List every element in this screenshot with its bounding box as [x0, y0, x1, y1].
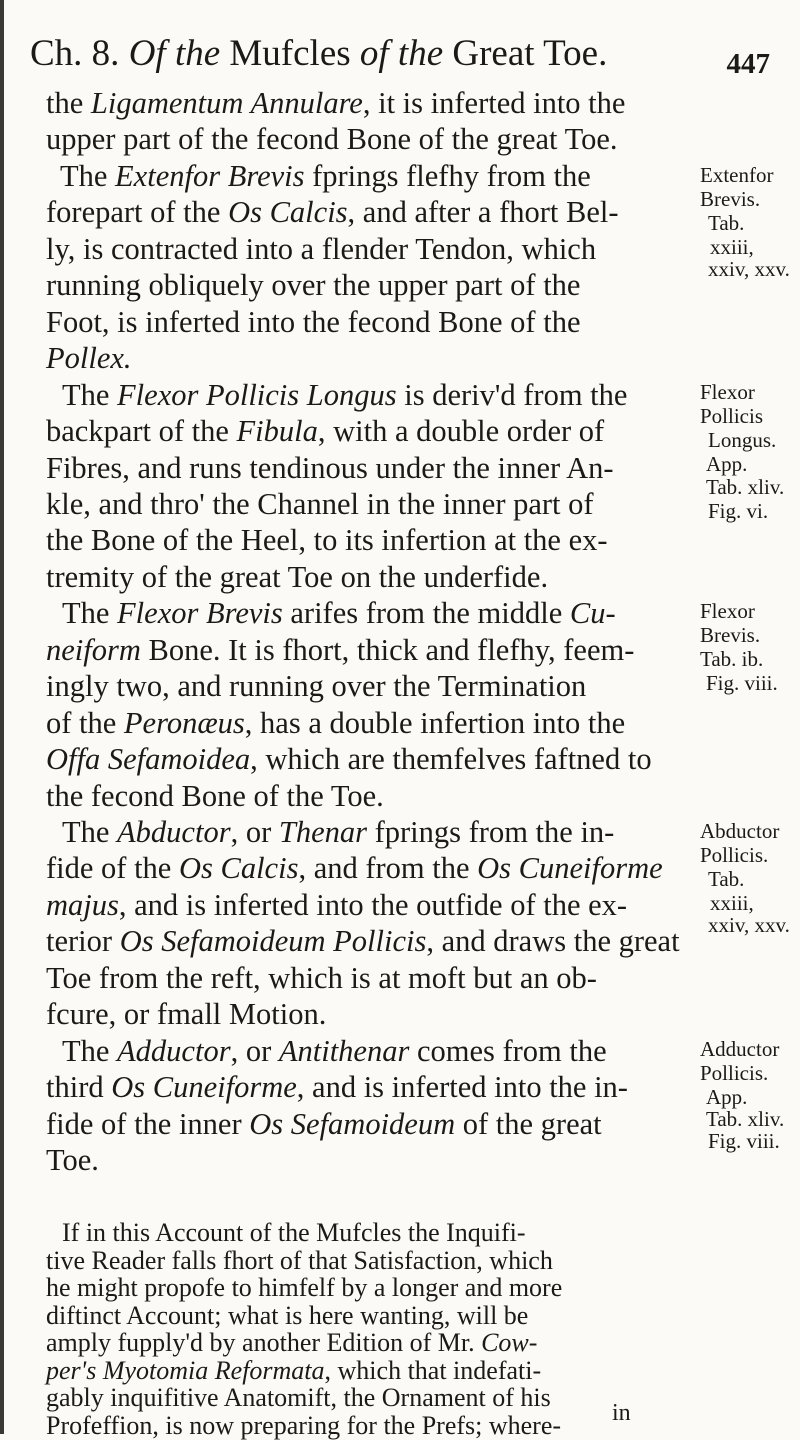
text-segment: Bone. It is fhort, thick and flefhy, feem-: [140, 633, 635, 667]
text-segment: , with a double order of: [317, 414, 605, 448]
text-segment: , has a double infertion into the: [244, 706, 626, 740]
italic-segment: Abductor: [117, 815, 231, 849]
text-segment: The: [60, 159, 116, 193]
margin-note: Fig. viii.: [706, 671, 778, 695]
text-segment: The: [62, 596, 118, 630]
text-line: [46, 851, 663, 885]
text-line: [46, 706, 625, 740]
text-line: [46, 1412, 561, 1439]
margin-note: Tab. ib.: [700, 647, 764, 671]
text-line: [46, 779, 384, 813]
italic-segment: Offa Sefamoidea: [46, 742, 251, 776]
text-segment: fide of the inner: [46, 1107, 250, 1141]
text-line: [46, 122, 618, 156]
margin-note: Pollicis: [700, 404, 764, 428]
margin-note: Pollicis.: [700, 843, 769, 867]
text-line: [46, 997, 326, 1031]
text-segment: comes from the: [409, 1034, 607, 1068]
text-line: [62, 1219, 526, 1246]
italic-segment: Cu-: [569, 596, 616, 630]
text-line: [60, 159, 591, 193]
italic-segment: Peronæus: [123, 706, 245, 740]
text-segment: The: [62, 1034, 118, 1068]
italic-segment: Flexor Pollicis Longus: [117, 378, 397, 412]
text-line: [46, 1143, 99, 1177]
italic-segment: Flexor Brevis: [117, 596, 283, 630]
text-segment: the: [46, 86, 91, 120]
italic-segment: per's: [46, 1355, 97, 1385]
text-line: [46, 560, 548, 594]
text-segment: , and from the: [298, 851, 478, 885]
running-head-chapter: Ch. 8.: [30, 33, 120, 74]
text-segment: he might propofe to himfelf by a longer and more: [46, 1273, 563, 1302]
text-line: [46, 961, 597, 995]
text-segment: If in this Account of the Mufcles the Inquifi-: [62, 1218, 526, 1247]
text-segment: Foot, is inferted into the fecond Bone of the: [46, 305, 581, 339]
italic-segment: Ligamentum Annulare: [90, 86, 363, 120]
text-segment: Profeffion, is now preparing for the Prefs; where-: [46, 1410, 562, 1440]
text-segment: forepart of the: [46, 195, 229, 229]
italic-segment: Myotomia Reformata: [102, 1355, 325, 1385]
italic-segment: Thenar: [278, 815, 367, 849]
italic-segment: majus: [46, 888, 119, 922]
italic-segment: Antithenar: [278, 1034, 410, 1068]
text-line: [46, 1384, 551, 1411]
text-line: [46, 341, 132, 375]
text-segment: of the: [46, 706, 124, 740]
italic-segment: Os Cuneiforme: [111, 1070, 297, 1104]
italic-segment: Cow-: [481, 1328, 538, 1357]
text-segment: Toe.: [46, 1143, 99, 1177]
running-head-of-the: Of the: [128, 33, 221, 74]
text-line: [46, 888, 627, 922]
catchword: in: [612, 1400, 631, 1426]
italic-segment: neiform: [46, 633, 141, 667]
text-segment: terior: [46, 924, 120, 958]
text-line: [46, 1302, 528, 1329]
text-segment: upper part of the fecond Bone of the great Toe.: [46, 122, 618, 156]
text-segment: fprings from the in-: [366, 815, 615, 849]
text-line: [46, 487, 594, 521]
text-segment: , and is inferted into the in-: [296, 1070, 628, 1104]
text-line: [46, 86, 625, 120]
text-line: [46, 414, 604, 448]
text-segment: of the great: [455, 1107, 602, 1141]
margin-note: xxiii,: [710, 891, 754, 915]
margin-note: Extenfor: [700, 163, 774, 187]
running-head: [30, 32, 607, 75]
margin-note: Flexor: [700, 380, 755, 404]
italic-segment: Os Calcis: [178, 851, 299, 885]
margin-note: Tab.: [708, 211, 745, 235]
page-number: 447: [726, 48, 770, 80]
text-line: [46, 742, 652, 776]
text-segment: ly, is contracted into a flender Tendon, which: [46, 232, 597, 266]
text-segment: fprings flefhy from the: [304, 159, 591, 193]
text-segment: fcure, or fmall Motion.: [46, 997, 327, 1031]
italic-segment: Extenfor Brevis: [115, 159, 305, 193]
page-edge: [0, 0, 4, 1434]
text-segment: , and after a fhort Bel-: [347, 195, 619, 229]
italic-segment: Adductor: [117, 1034, 231, 1068]
text-segment: kle, and thro' the Channel in the inner part of: [46, 487, 594, 521]
text-segment: the Bone of the Heel, to its infertion at the ex-: [46, 523, 608, 557]
margin-note: Flexor: [700, 599, 755, 623]
margin-note: xxiv, xxv.: [708, 257, 790, 281]
text-segment: ingly two, and running over the Termination: [46, 669, 587, 703]
margin-note: Brevis.: [700, 187, 761, 211]
text-line: [46, 633, 634, 667]
text-segment: diftinct Account; what is here wanting, will be: [46, 1300, 529, 1330]
margin-note: Brevis.: [700, 623, 761, 647]
text-line: [46, 305, 580, 339]
text-segment: the fecond Bone of the Toe.: [46, 779, 384, 813]
text-line: [62, 815, 614, 849]
text-line: [46, 451, 614, 485]
text-line: [46, 669, 586, 703]
text-line: [46, 1357, 541, 1384]
text-segment: arifes from the middle: [282, 596, 570, 630]
italic-segment: Os Cuneiforme: [477, 851, 663, 885]
text-segment: Toe from the reft, which is at moft but an ob-: [46, 961, 597, 995]
text-segment: tremity of the great Toe on the underfide.: [46, 560, 549, 594]
margin-note: App.: [706, 1085, 748, 1109]
text-segment: tive Reader falls fhort of that Satisfaction, which: [46, 1245, 553, 1275]
text-line: [46, 268, 580, 302]
running-head-great-toe: Great Toe.: [452, 33, 608, 74]
text-segment: The: [62, 378, 118, 412]
text-segment: third: [46, 1070, 112, 1104]
margin-note: App.: [706, 452, 748, 476]
text-line: [46, 1247, 553, 1274]
text-line: [46, 1274, 562, 1301]
margin-note: xxiv, xxv.: [708, 913, 790, 937]
text-segment: fide of the: [46, 851, 179, 885]
text-line: [62, 378, 627, 412]
text-segment: , or: [230, 815, 279, 849]
margin-note: Fig. viii.: [708, 1129, 780, 1153]
text-line: [46, 1329, 537, 1356]
text-line: [46, 1107, 602, 1141]
text-line: [46, 232, 596, 266]
italic-segment: Fibula: [236, 414, 318, 448]
text-segment: , and draws the great: [426, 924, 680, 958]
text-segment: is deriv'd from the: [396, 378, 628, 412]
text-segment: The: [62, 815, 118, 849]
margin-note: Fig. vi.: [708, 499, 769, 523]
italic-segment: Os Calcis: [228, 195, 348, 229]
italic-segment: Pollex.: [46, 341, 132, 375]
text-segment: gably inquifitive Anatomift, the Ornament of his: [46, 1383, 551, 1412]
text-segment: amply fupply'd by another Edition of Mr.: [46, 1328, 482, 1357]
text-segment: Fibres, and runs tendinous under the inner An-: [46, 451, 614, 485]
text-segment: , which are themfelves faftned to: [250, 742, 652, 776]
text-segment: backpart of the: [46, 414, 237, 448]
page-header: [30, 22, 770, 82]
italic-segment: Os Sefamoideum Pollicis: [119, 924, 427, 958]
text-line: [46, 195, 619, 229]
text-line: [46, 1070, 628, 1104]
italic-segment: Os Sefamoideum: [249, 1107, 456, 1141]
text-segment: , it is inferted into the: [362, 86, 626, 120]
margin-note: Adductor: [700, 1037, 780, 1061]
margin-note: Longus.: [708, 428, 777, 452]
text-segment: running obliquely over the upper part of the: [46, 268, 581, 302]
text-line: [62, 1034, 607, 1068]
margin-note: Tab. xliv.: [706, 1107, 785, 1131]
text-line: [62, 596, 616, 630]
margin-note: xxiii,: [710, 235, 754, 259]
text-segment: , or: [230, 1034, 279, 1068]
text-line: [46, 523, 608, 557]
text-line: [46, 924, 680, 958]
margin-note: Abductor: [700, 819, 780, 843]
running-head-of-the-2: of the: [359, 33, 444, 74]
text-segment: , and is inferted into the outfide of the ex-: [118, 888, 628, 922]
margin-note: Tab.: [708, 867, 745, 891]
text-segment: , which that indefati-: [324, 1355, 542, 1385]
margin-note: Pollicis.: [700, 1061, 769, 1085]
margin-note: Tab. xliv.: [706, 475, 785, 499]
running-head-muscles: Mufcles: [229, 33, 351, 74]
